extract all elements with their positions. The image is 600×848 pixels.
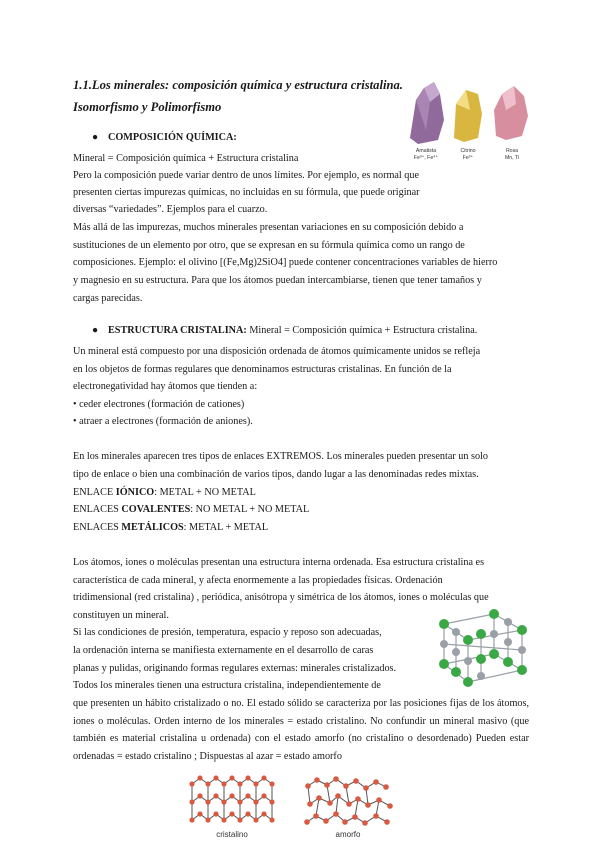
quartz-varieties-figure (398, 80, 538, 164)
estructura-line-2: en los objetos de formas regulares que denominamos estructuras cristalinas. En función de la (73, 364, 452, 375)
enlace-covalente: ENLACES COVALENTES: NO METAL + NO METAL (73, 504, 310, 515)
estructura-line-5: • atraer a electrones (formación de aniones). (73, 416, 253, 427)
estructura-line-3: electronegatividad hay átomos que tienden a: (73, 381, 258, 392)
composicion-line-8: y magnesio en su estructura. Para que los átomos puedan intercambiarse, tienen que tener tamaños y (73, 275, 482, 286)
caption-citrino: Citrino (460, 148, 476, 154)
atomos-line-6: la ordenación interna se manifiesta externamente en el desarrollo de caras (73, 645, 374, 656)
composicion-heading: ● COMPOSICIÓN QUÍMICA: (92, 132, 237, 143)
section-title (73, 74, 413, 118)
atomos-line-1: Los átomos, iones o moléculas presentan una estructura interna ordenada. Esa estructura cristalina es (73, 557, 485, 568)
caption-rosa-formula: Mn, Ti (504, 155, 520, 161)
caption-amatista-formula: Fe³⁺, Fe⁴⁺ (413, 155, 439, 161)
composicion-line-7: composiciones. Ejemplo: el olivino [(Fe,Mg)2SiO4] puede contener concentraciones variables de hierro (73, 257, 498, 268)
rose-quartz-image (494, 86, 528, 140)
composicion-line-2: Pero la composición puede variar dentro de unos límites. Por ejemplo, es normal que (73, 170, 420, 181)
composicion-line-3: presenten ciertas impurezas químicas, no incluidas en su fórmula, que puede originar (73, 187, 420, 198)
caption-amatista: Amatista (415, 148, 437, 154)
enlaces-line-2: tipo de enlace o bien una combinación de varios tipos, dando lugar a las denominadas redes mixtas. (73, 469, 479, 480)
enlaces-line-1: En los minerales aparecen tres tipos de enlaces EXTREMOS. Los minerales pueden presentar un solo (73, 451, 489, 462)
amethyst-image (410, 82, 444, 144)
label-cristalino: cristalino (216, 830, 248, 839)
composicion-line-6: sustituciones de un elemento por otro, que se expresan en su fórmula química como un rango de (73, 240, 465, 251)
citrine-image (454, 90, 482, 142)
enlace-metalico: ENLACES METÁLICOS: METAL + METAL (73, 522, 269, 533)
title-line-2: Isomorfismo y Polimorfismo (73, 100, 222, 114)
composicion-line-4: diversas “variedades”. Ejemplos para el cuarzo. (73, 204, 268, 215)
caption-citrino-formula: Fe³⁺ (462, 155, 474, 161)
atomos-line-4: constituyen un mineral. (73, 610, 169, 621)
estructura-line-1: Un mineral está compuesto por una disposición ordenada de átomos químicamente unidos se refleja (73, 346, 481, 357)
cristalino-amorfo-figure (186, 774, 398, 840)
atomos-line-3: tridimensional (red cristalina) , periódica, anisótropa y simétrica de los átomos, iones o moléculas que (73, 592, 489, 603)
label-amorfo: amorfo (335, 830, 361, 839)
atomos-line-7: planas y pulidas, originando formas regulares externas: minerales cristalizados. (73, 663, 397, 674)
composicion-line-1: Mineral = Composición química + Estructura cristalina (73, 153, 299, 164)
title-line-1: 1.1.Los minerales: composición química y estructura cristalina. (73, 78, 403, 92)
caption-rosa: Rosa (505, 148, 519, 154)
estructura-heading: ● ESTRUCTURA CRISTALINA: Mineral = Composición química + Estructura cristalina. (92, 325, 478, 336)
composicion-line-5: Más allá de las impurezas, muchos minerales presentan variaciones en su composición debido a (73, 222, 464, 233)
crystal-lattice-figure (430, 604, 538, 694)
atomos-line-2: característica de cada mineral, y afecta enormemente a las propiedades físicas. Ordenación (73, 575, 443, 586)
enlace-ionico: ENLACE IÓNICO: METAL + NO METAL (73, 487, 256, 498)
atomos-line-8: Todos los minerales tienen una estructura cristalina, independientemente de (73, 680, 381, 691)
composicion-line-9: cargas parecidas. (73, 293, 143, 304)
atomos-paragraph: que presenten un hábito cristalizado o no. El estado sólido se caracteriza por las posiciones fijas de los átomos, iones o moléculas. Orden interno de los minerales = estado cristalino. No confundir un mineral masivo (que también es material cristalina u ordenada) con el estado amorfo (no cristalino o desordenado) Pueden estar ordenadas = estado cristalino ; Dispuestas al azar = estado amorfo (73, 698, 529, 762)
atomos-line-5: Si las condiciones de presión, temperatura, espacio y reposo son adecuadas, (73, 627, 382, 638)
estructura-line-4: • ceder electrones (formación de cationes) (73, 399, 245, 410)
